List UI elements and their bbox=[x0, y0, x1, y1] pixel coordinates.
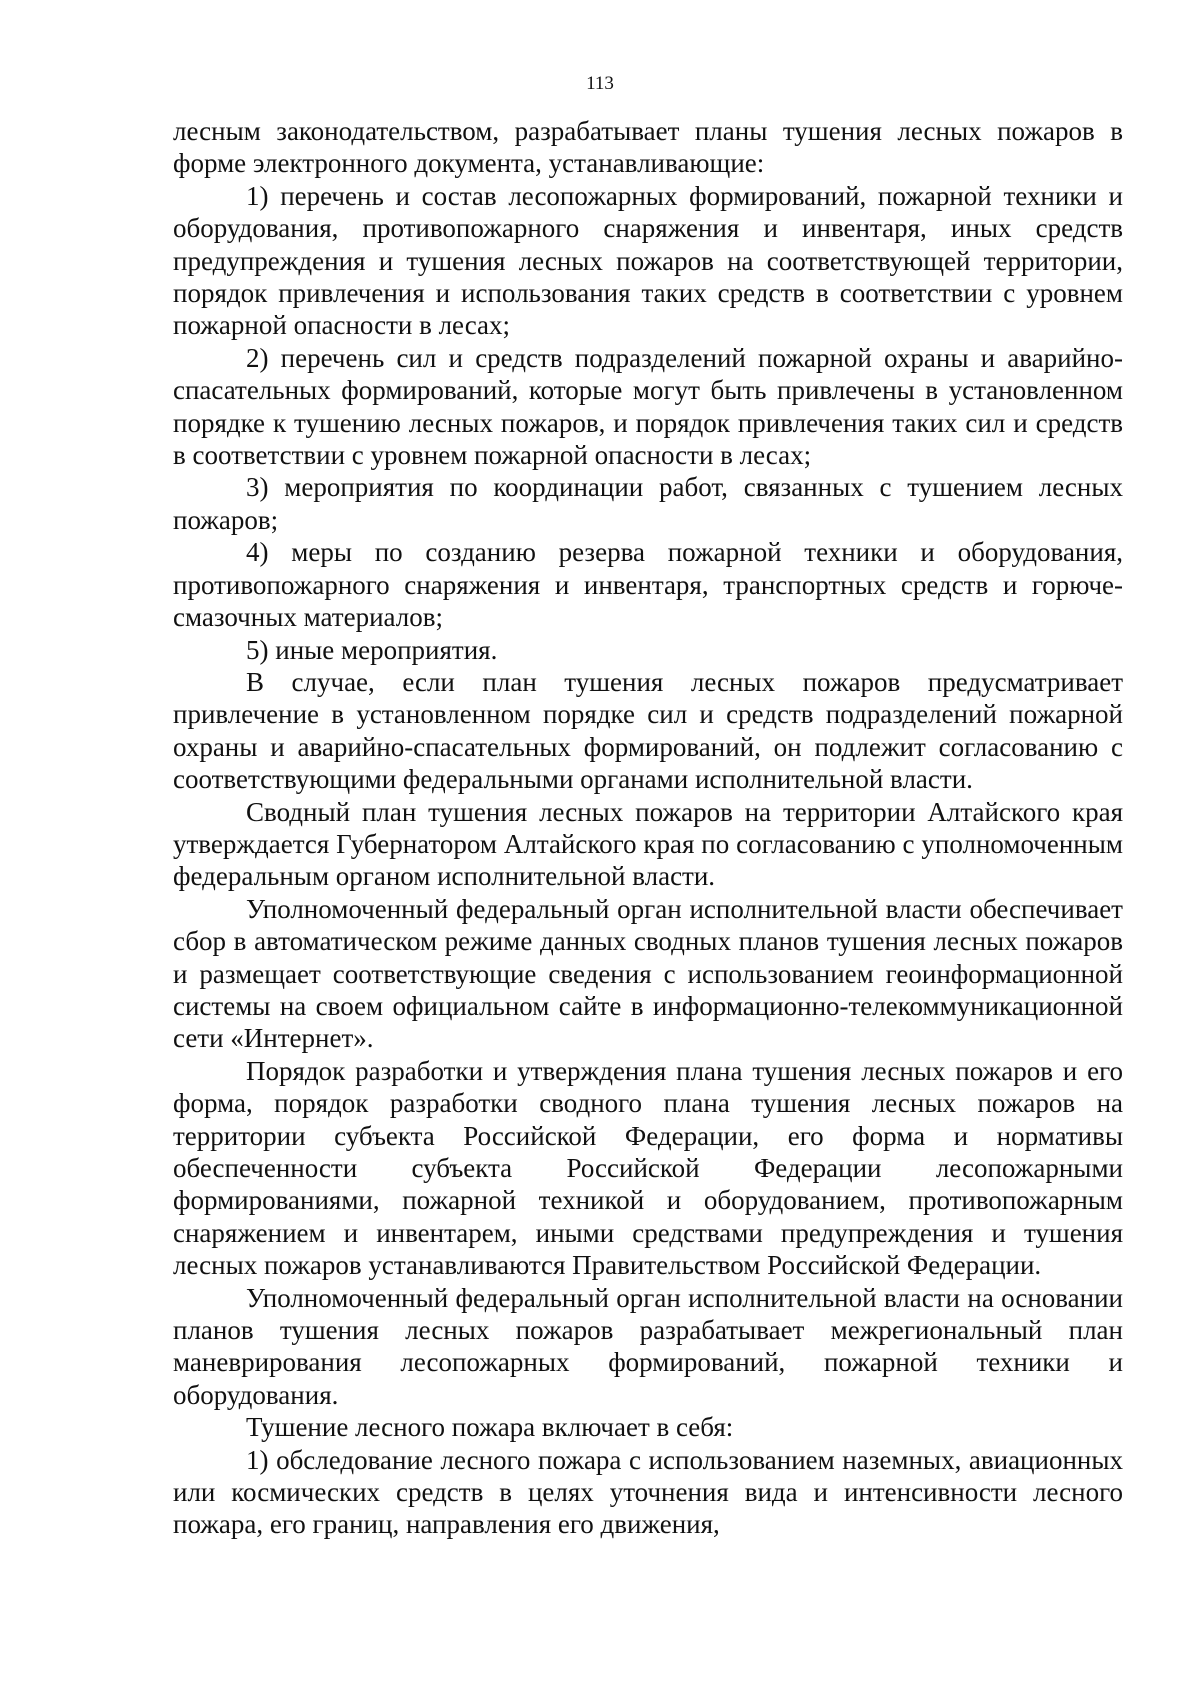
paragraph-procedure: Порядок разработки и утверждения плана тушения лесных пожаров и его форма, порядок разработки сводного плана тушения лесных пожаров на территории субъекта Российской Федерации, его форма и нормативы обеспеченности субъекта Российской Федерации лесопожарными формированиями, пожарной техникой и оборудованием, противопожарным снаряжением и инвентарем, иными средствами предупреждения и тушения лесных пожаров устанавливаются Правительством Российской Федерации. bbox=[173, 1055, 1123, 1281]
list-item-5: 5) иные мероприятия. bbox=[246, 634, 498, 665]
list-item-3: 3) мероприятия по координации работ, связанных с тушением лесных пожаров; bbox=[173, 472, 1123, 535]
paragraph-continuation: лесным законодательством, разрабатывает планы тушения лесных пожаров в форме электронного документа, устанавливающие: bbox=[173, 116, 1123, 179]
paragraph-extinguishing-intro: Тушение лесного пожара включает в себя: bbox=[246, 1412, 734, 1443]
paragraph-approval-conditions: В случае, если план тушения лесных пожаров предусматривает привлечение в установленном порядке сил и средств подразделений пожарной охраны и аварийно-спасательных формирований, он подлежит согласованию с соответствующими федеральными органами исполнительной власти. bbox=[173, 666, 1123, 795]
paragraph-interregional-plan: Уполномоченный федеральный орган исполнительной власти на основании планов тушения лесных пожаров разрабатывает межрегиональный план маневрирования лесопожарных формирований, пожарной техники и оборудования. bbox=[173, 1282, 1123, 1410]
paragraph-consolidated-plan: Сводный план тушения лесных пожаров на территории Алтайского края утверждается Губернатором Алтайского края по согласованию с уполномоченным федеральным органом исполнительной власти. bbox=[173, 796, 1123, 892]
paragraph-data-collection: Уполномоченный федеральный орган исполнительной власти обеспечивает сбор в автоматическом режиме данных сводных планов тушения лесных пожаров и размещает соответствующие сведения с использованием геоинформационной системы на своем официальном сайте в информационно-телекоммуникационной сети «Интернет». bbox=[173, 893, 1123, 1054]
body-text bbox=[173, 115, 1123, 1541]
page-number: 113 bbox=[586, 73, 614, 94]
list-item-2: 2) перечень сил и средств подразделений пожарной охраны и аварийно-спасательных формирований, которые могут быть привлечены в установленном порядке к тушению лесных пожаров, и порядок привлечения таких сил и средств в соответствии с уровнем пожарной опасности в лесах; bbox=[173, 342, 1123, 471]
list-item-4: 4) меры по созданию резерва пожарной техники и оборудования, противопожарного снаряжения и инвентаря, транспортных средств и горюче-смазочных материалов; bbox=[173, 537, 1123, 633]
list-item-1: 1) перечень и состав лесопожарных формирований, пожарной техники и оборудования, противопожарного снаряжения и инвентаря, иных средств предупреждения и тушения лесных пожаров на соответствующей территории, порядок привлечения и использования таких средств в соответствии с уровнем пожарной опасности в лесах; bbox=[173, 180, 1123, 341]
list-item-survey: 1) обследование лесного пожара с использованием наземных, авиационных или космических средств в целях уточнения вида и интенсивности лесного пожара, его границ, направления его движения, bbox=[173, 1444, 1123, 1540]
